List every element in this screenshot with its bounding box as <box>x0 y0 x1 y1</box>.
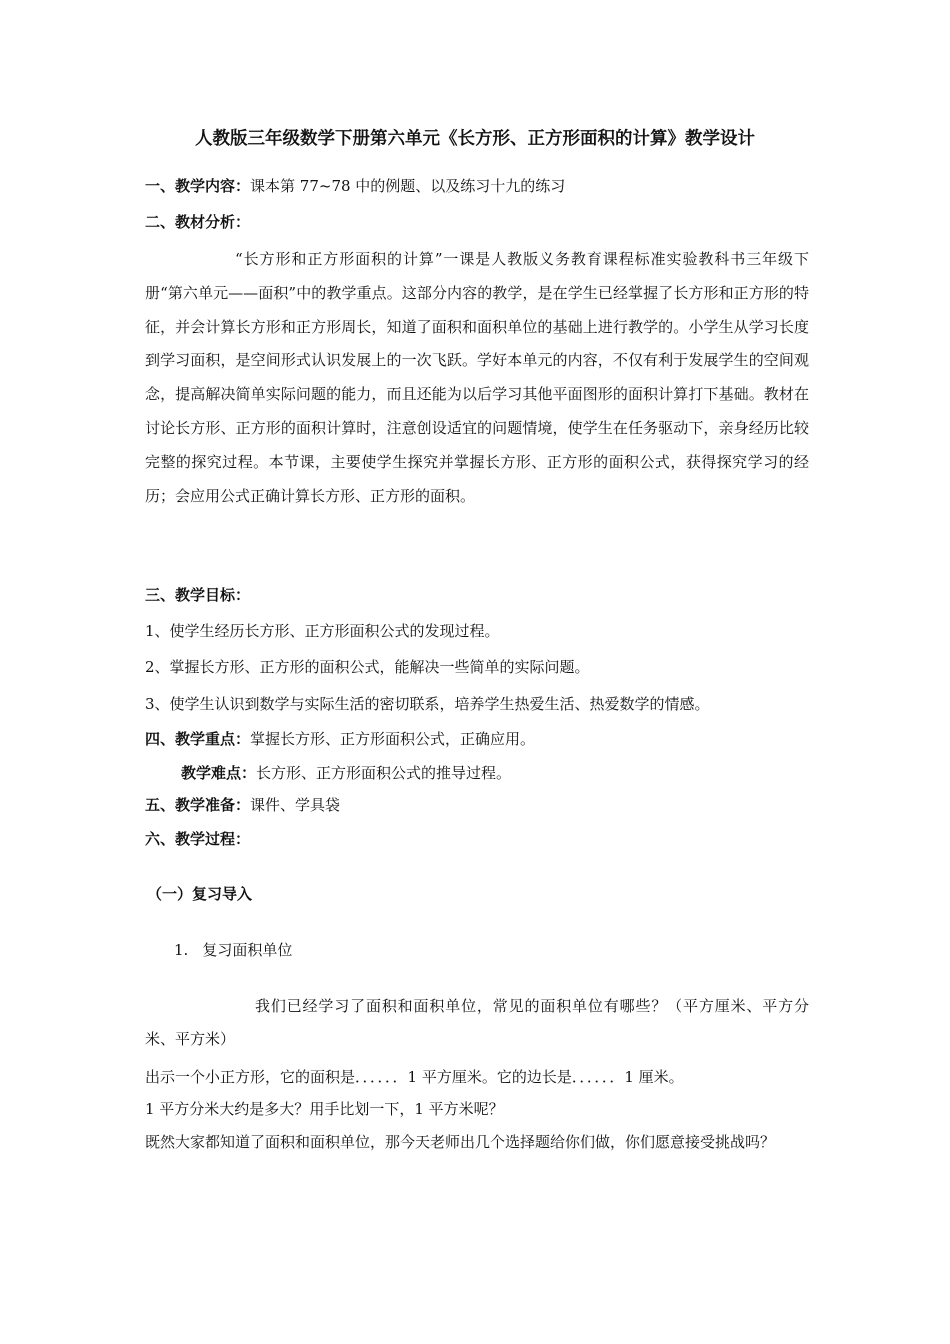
review-question-paragraph: 我们已经学习了面积和面积单位，常见的面积单位有哪些？（平方厘米、平方分米、平方米） <box>145 997 809 1048</box>
subsection-heading: （一）复习导入 <box>147 885 253 903</box>
section-text: 掌握长方形、正方形面积公式，正确应用。 <box>250 730 536 748</box>
item-number: 1. <box>174 941 189 959</box>
document-title: 人教版三年级数学下册第六单元《长方形、正方形面积的计算》教学设计 <box>195 129 755 149</box>
section-analysis-heading <box>145 212 250 232</box>
goal-item: 3、使学生认识到数学与实际生活的密切联系，培养学生热爱生活、热爱数学的情感。 <box>145 695 710 713</box>
section-label: 三、教学目标： <box>145 586 251 604</box>
section-goals-heading <box>145 585 250 605</box>
section-label: 教学难点： <box>181 764 257 782</box>
section-label: 一、教学内容： <box>145 177 251 195</box>
section-label: 五、教学准备： <box>145 796 251 814</box>
section-process-heading <box>145 829 250 849</box>
goal-item: 2、掌握长方形、正方形的面积公式，能解决一些简单的实际问题。 <box>145 658 590 676</box>
section-preparation <box>145 795 340 815</box>
section-text: 课件、学具袋 <box>250 796 341 814</box>
section-difficulties <box>181 763 511 783</box>
text-line: 1 平方分米大约是多大？用手比划一下，1 平方米呢？ <box>145 1100 504 1118</box>
section-content <box>145 176 565 196</box>
section-label: 二、教材分析： <box>145 213 251 231</box>
numbered-item <box>174 940 292 960</box>
challenge-paragraph: 既然大家都知道了面积和面积单位，那今天老师出几个选择题给你们做，你们愿意接受挑战吗？ <box>145 1133 776 1151</box>
section-text: 长方形、正方形面积公式的推导过程。 <box>256 764 512 782</box>
analysis-paragraph: “长方形和正方形面积的计算”一课是人教版义务教育课程标准实验教科书三年级下册“第六单元——面积”中的教学重点。这部分内容的教学，是在学生已经掌握了长方形和正方形的特征，并会计算长方形和正方形周长，知道了面积和面积单位的基础上进行教学的。小学生从学习长度到学习面积，是空间形式认识发展上的一次飞跃。学好本单元的内容，不仅有利于发展学生的空间观念，提高解决简单实际问题的能力，而且还能为以后学习其他平面图形的面积计算打下基础。教材在讨论长方形、正方形的面积计算时，注意创设适宜的问题情境，使学生在任务驱动下，亲身经历比较完整的探究过程。本节课，主要使学生探究并掌握长方形、正方形的面积公式，获得探究学习的经历；会应用公式正确计算长方形、正方形的面积。 <box>145 250 809 505</box>
text-line: 出示一个小正方形，它的面积是．．．．．．1 平方厘米。它的边长是．．．．．．1 厘米。 <box>145 1068 684 1086</box>
section-label: 六、教学过程： <box>145 830 251 848</box>
section-text: 课本第 77~78 中的例题、以及练习十九的练习 <box>250 177 566 195</box>
section-key-points <box>145 729 535 749</box>
item-text: 复习面积单位 <box>202 941 293 959</box>
goal-item: 1、使学生经历长方形、正方形面积公式的发现过程。 <box>145 622 500 640</box>
section-label: 四、教学重点： <box>145 730 251 748</box>
